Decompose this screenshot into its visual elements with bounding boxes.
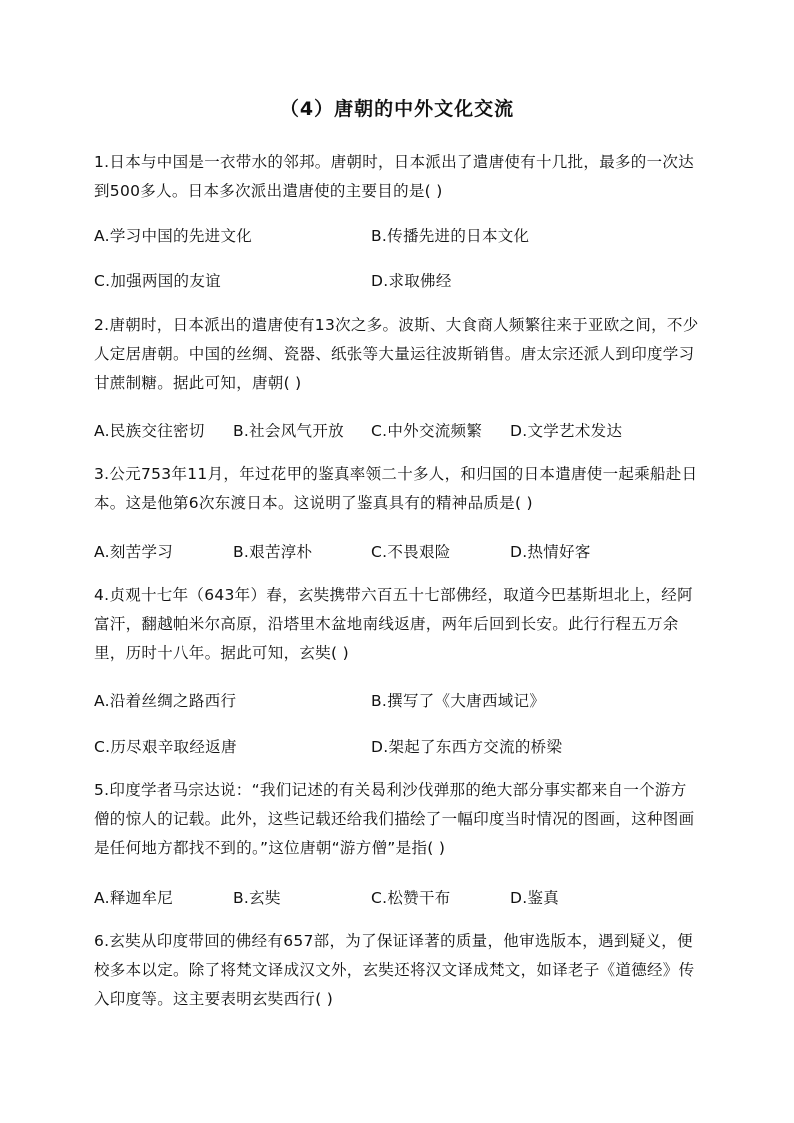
question-1-option-d: D.求取佛经: [371, 272, 452, 290]
question-1-stem: 1.日本与中国是一衣带水的邻邦。唐朝时，日本派出了遣唐使有十几批，最多的一次达到500多人。日本多次派出遣唐使的主要目的是( ): [94, 153, 694, 200]
question-3-option-d: D.热情好客: [510, 543, 591, 561]
question-4-option-b: B.撰写了《大唐西域记》: [371, 692, 546, 710]
question-6-stem: 6.玄奘从印度带回的佛经有657部，为了保证译著的质量，他审选版本，遇到疑义，便校多本以定。除了将梵文译成汉文外，玄奘还将汉文译成梵文，如译老子《道德经》传入印度等。这主要表明玄奘西行( ): [94, 932, 695, 1008]
question-4-stem: 4.贞观十七年（643年）春，玄奘携带六百五十七部佛经，取道今巴基斯坦北上，经阿富汗，翻越帕米尔高原，沿塔里木盆地南线返唐，两年后回到长安。此行行程五万余里，历时十八年。据此可知，玄奘( ): [94, 586, 693, 662]
question-3-option-a: A.刻苦学习: [94, 543, 174, 561]
question-1-option-b: B.传播先进的日本文化: [371, 227, 530, 245]
question-3-option-c: C.不畏艰险: [371, 543, 451, 561]
question-5-options: [94, 886, 700, 908]
question-1-options-2: [94, 269, 700, 291]
page-title: （4）唐朝的中外文化交流: [279, 98, 515, 120]
question-1-option-c: C.加强两国的友谊: [94, 272, 221, 290]
question-3-option-b: B.艰苦淳朴: [233, 543, 313, 561]
question-4-option-a: A.沿着丝绸之路西行: [94, 692, 237, 710]
question-2-option-d: D.文学艺术发达: [510, 422, 623, 440]
question-2-option-b: B.社会风气开放: [233, 422, 344, 440]
question-4-options: [94, 689, 700, 711]
question-4-options-2: [94, 735, 700, 757]
question-4-option-d: D.架起了东西方交流的桥梁: [371, 738, 563, 756]
question-2-option-a: A.民族交往密切: [94, 422, 205, 440]
question-4-option-c: C.历尽艰辛取经返唐: [94, 738, 237, 756]
question-3-options: [94, 540, 700, 562]
question-1-option-a: A.学习中国的先进文化: [94, 227, 253, 245]
question-5-option-c: C.松赞干布: [371, 889, 451, 907]
question-1-options: [94, 224, 700, 246]
question-2-options: [94, 419, 700, 441]
question-3-stem: 3.公元753年11月，年过花甲的鉴真率领二十多人，和归国的日本遣唐使一起乘船赴日本。这是他第6次东渡日本。这说明了鉴真具有的精神品质是( ): [94, 465, 698, 512]
question-5-stem: 5.印度学者马宗达说：“我们记述的有关曷利沙伐弹那的绝大部分事实都来自一个游方僧的惊人的记载。此外，这些记载还给我们描绘了一幅印度当时情况的图画，这种图画是任何地方都找不到的。”这位唐朝“游方僧”是指( ): [94, 781, 695, 857]
question-5-option-b: B.玄奘: [233, 889, 281, 907]
question-2-option-c: C.中外交流频繁: [371, 422, 483, 440]
question-5-option-d: D.鉴真: [510, 889, 560, 907]
question-5-option-a: A.释迦牟尼: [94, 889, 174, 907]
question-2-stem: 2.唐朝时，日本派出的遣唐使有13次之多。波斯、大食商人频繁往来于亚欧之间，不少人定居唐朝。中国的丝绸、瓷器、纸张等大量运往波斯销售。唐太宗还派人到印度学习甘蔗制糖。据此可知，唐朝( ): [94, 316, 699, 392]
